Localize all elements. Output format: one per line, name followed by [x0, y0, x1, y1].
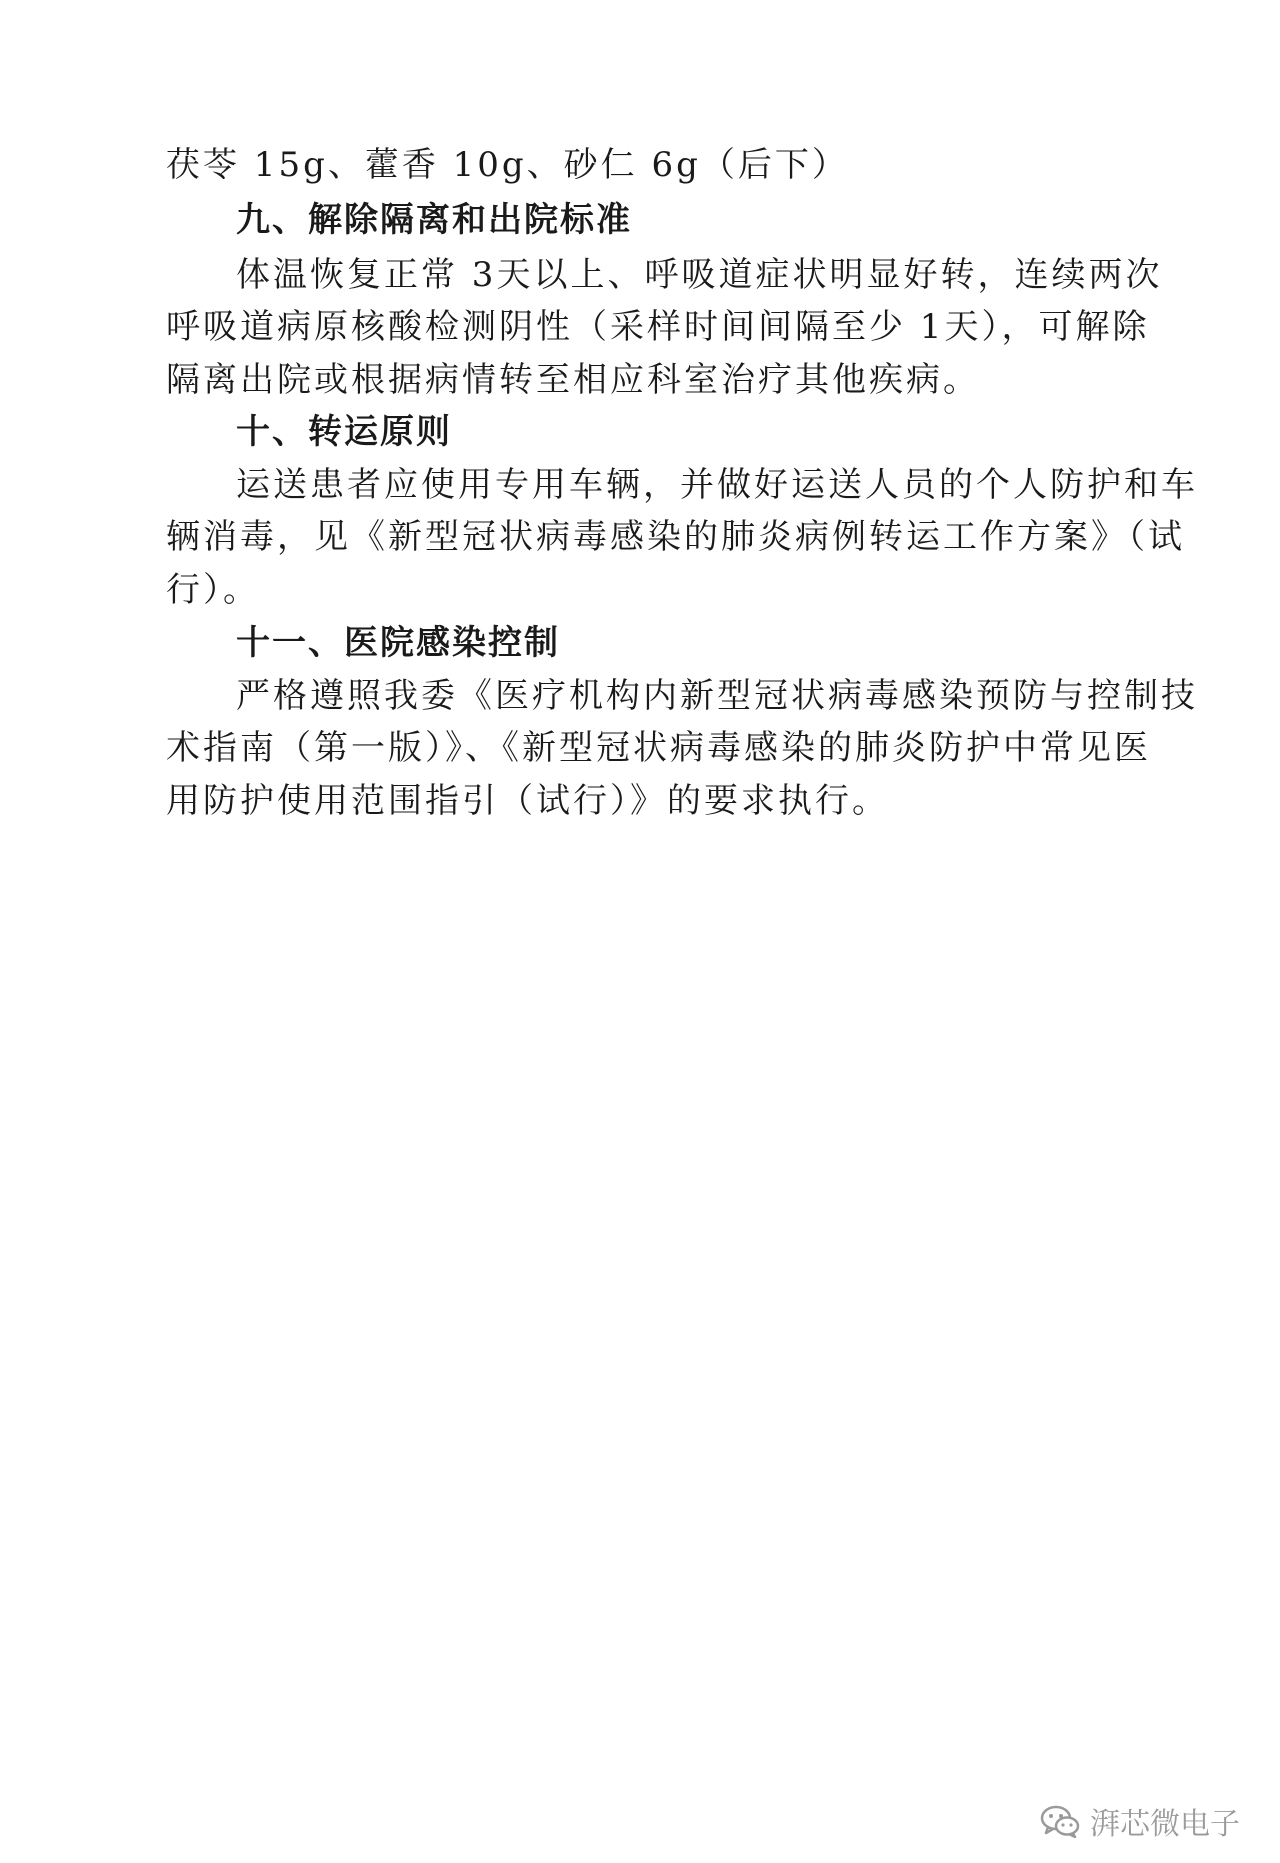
paragraph-line: 运送患者应使用专用车辆，并做好运送人员的个人防护和车 [236, 465, 1198, 505]
paragraph-line: 辆消毒，见《新型冠状病毒感染的肺炎病例转运工作方案》（试 [166, 517, 1185, 557]
watermark-text: 湃芯微电子 [1090, 1807, 1240, 1842]
paragraph-line: 体温恢复正常 3天以上、呼吸道症状明显好转，连续两次 [236, 255, 1163, 295]
paragraph-line: 术指南（第一版）》、《新型冠状病毒感染的肺炎防护中常见医 [166, 728, 1151, 768]
paragraph-line: 隔离出院或根据病情转至相应科室治疗其他疾病。 [166, 360, 980, 400]
paragraph-line: 呼吸道病原核酸检测阴性（采样时间间隔至少 1天），可解除 [166, 307, 1150, 347]
paragraph-line: 行）。 [166, 570, 260, 610]
section-heading-11: 十一、医院感染控制 [236, 623, 560, 663]
paragraph-line: 严格遵照我委《医疗机构内新型冠状病毒感染预防与控制技 [236, 676, 1198, 716]
paragraph-line: 茯苓 15g、藿香 10g、砂仁 6g（后下） [166, 145, 849, 185]
paragraph-line: 用防护使用范围指引（试行）》的要求执行。 [166, 781, 889, 821]
section-heading-9: 九、解除隔离和出院标准 [236, 200, 632, 240]
section-heading-10: 十、转运原则 [236, 412, 452, 452]
wechat-icon [1040, 1804, 1080, 1838]
watermark [1040, 1799, 1240, 1843]
